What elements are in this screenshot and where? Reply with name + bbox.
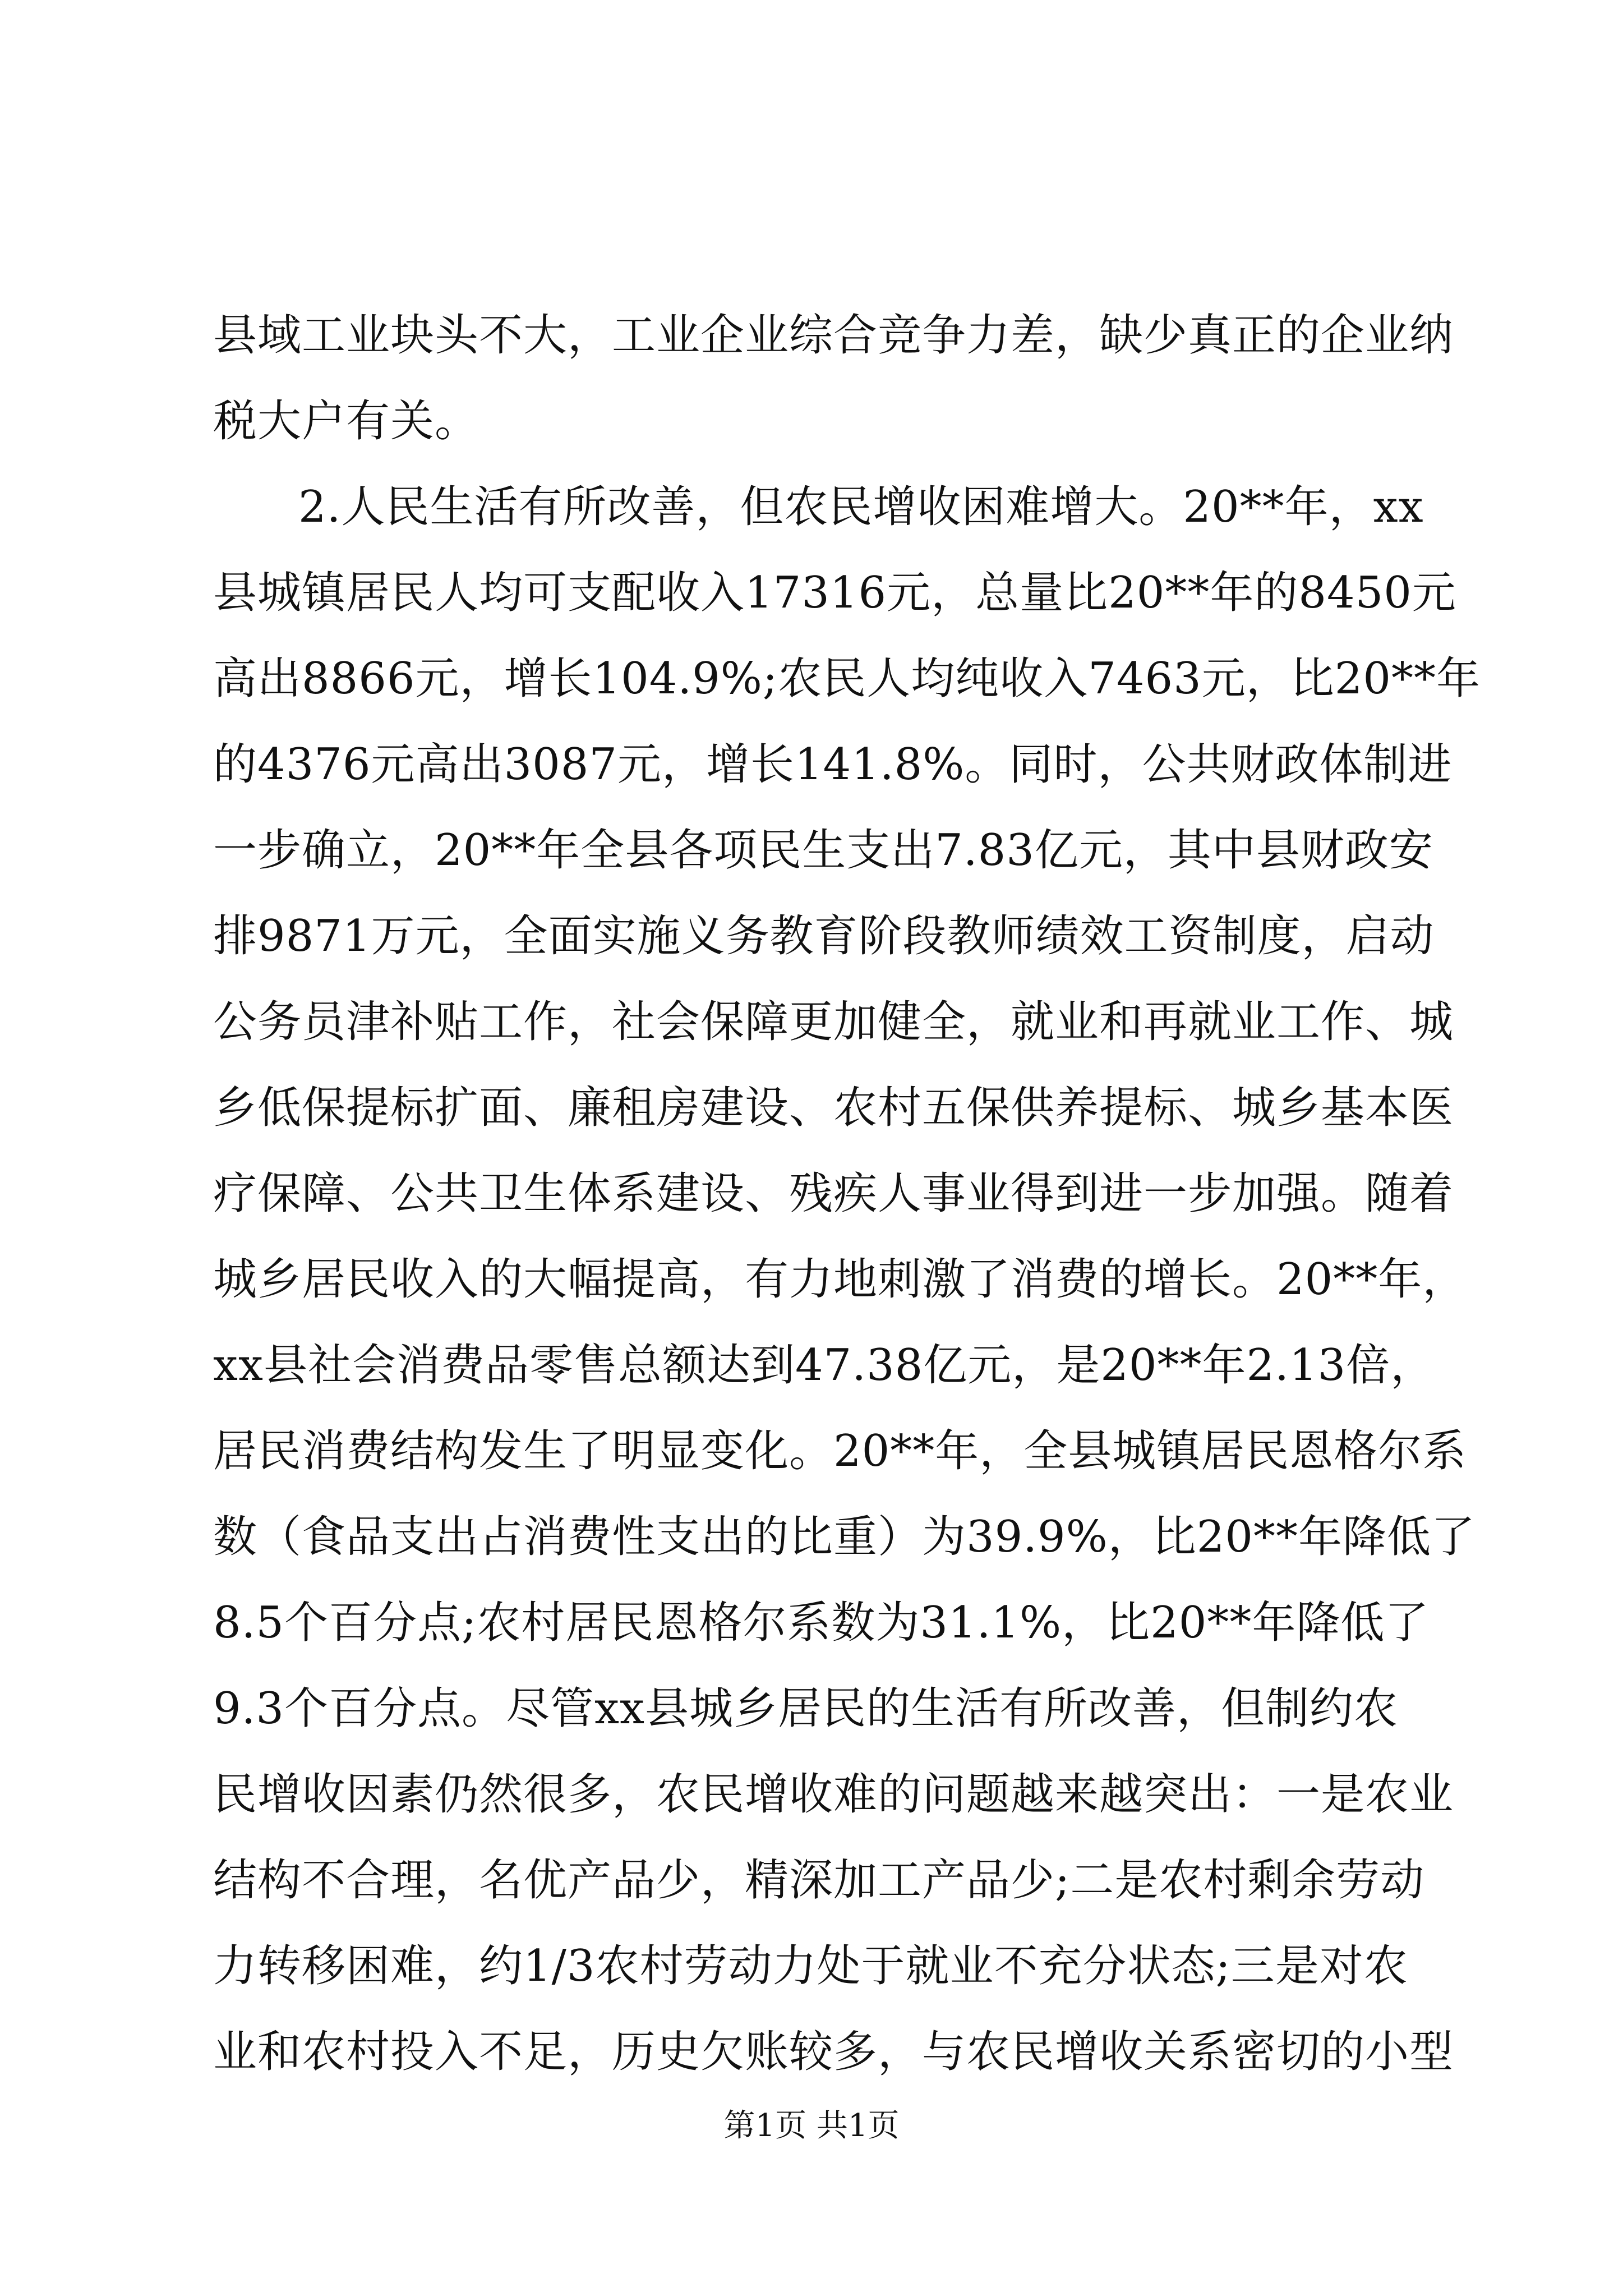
text-line: 一步确立，20**年全县各项民生支出7.83亿元，其中县财政安	[213, 825, 1433, 876]
text-line: 居民消费结构发生了明显变化。20**年，全县城镇居民恩格尔系	[213, 1426, 1467, 1476]
text-line: 高出8866元，增长104.9%;农民人均纯收入7463元，比20**年	[213, 654, 1481, 704]
page-footer	[0, 2106, 1623, 2146]
text-line: 8.5个百分点;农村居民恩格尔系数为31.1%，比20**年降低了	[213, 1598, 1430, 1648]
text-line: xx县社会消费品零售总额达到47.38亿元，是20**年2.13倍，	[213, 1340, 1435, 1391]
text-line: 力转移困难，约1/3农村劳动力处于就业不充分状态;三是对农	[213, 1941, 1408, 1991]
text-line: 业和农村投入不足，历史欠账较多，与农民增收关系密切的小型	[213, 2027, 1454, 2077]
text-line: 排9871万元，全面实施义务教育阶段教师绩效工资制度，启动	[213, 911, 1435, 961]
text-line: 数（食品支出占消费性支出的比重）为39.9%，比20**年降低了	[213, 1512, 1476, 1562]
page-number-label: 第1页 共1页	[723, 2108, 900, 2144]
text-line: 公务员津补贴工作，社会保障更加健全，就业和再就业工作、城	[213, 997, 1454, 1047]
text-line: 税大户有关。	[213, 396, 479, 447]
text-line: 县城镇居民人均可支配收入17316元，总量比20**年的8450元	[213, 568, 1456, 618]
text-line: 9.3个百分点。尽管xx县城乡居民的生活有所改善，但制约农	[213, 1683, 1399, 1734]
text-line: 疗保障、公共卫生体系建设、残疾人事业得到进一步加强。随着	[213, 1168, 1454, 1219]
text-line: 乡低保提标扩面、廉租房建设、农村五保供养提标、城乡基本医	[213, 1083, 1454, 1133]
text-line: 民增收因素仍然很多，农民增收难的问题越来越突出：一是农业	[213, 1769, 1454, 1820]
text-line: 县域工业块头不大，工业企业综合竞争力差，缺少真正的企业纳	[213, 310, 1454, 361]
text-line: 城乡居民收入的大幅提高，有力地刺激了消费的增长。20**年，	[213, 1254, 1467, 1305]
text-line: 结构不合理，名优产品少，精深加工产品少;二是农村剩余劳动	[213, 1855, 1425, 1906]
paragraph-start-line: 2.人民生活有所改善，但农民增收困难增大。20**年，xx	[298, 482, 1424, 532]
text-line: 的4376元高出3087元，增长141.8%。同时，公共财政体制进	[213, 739, 1453, 790]
